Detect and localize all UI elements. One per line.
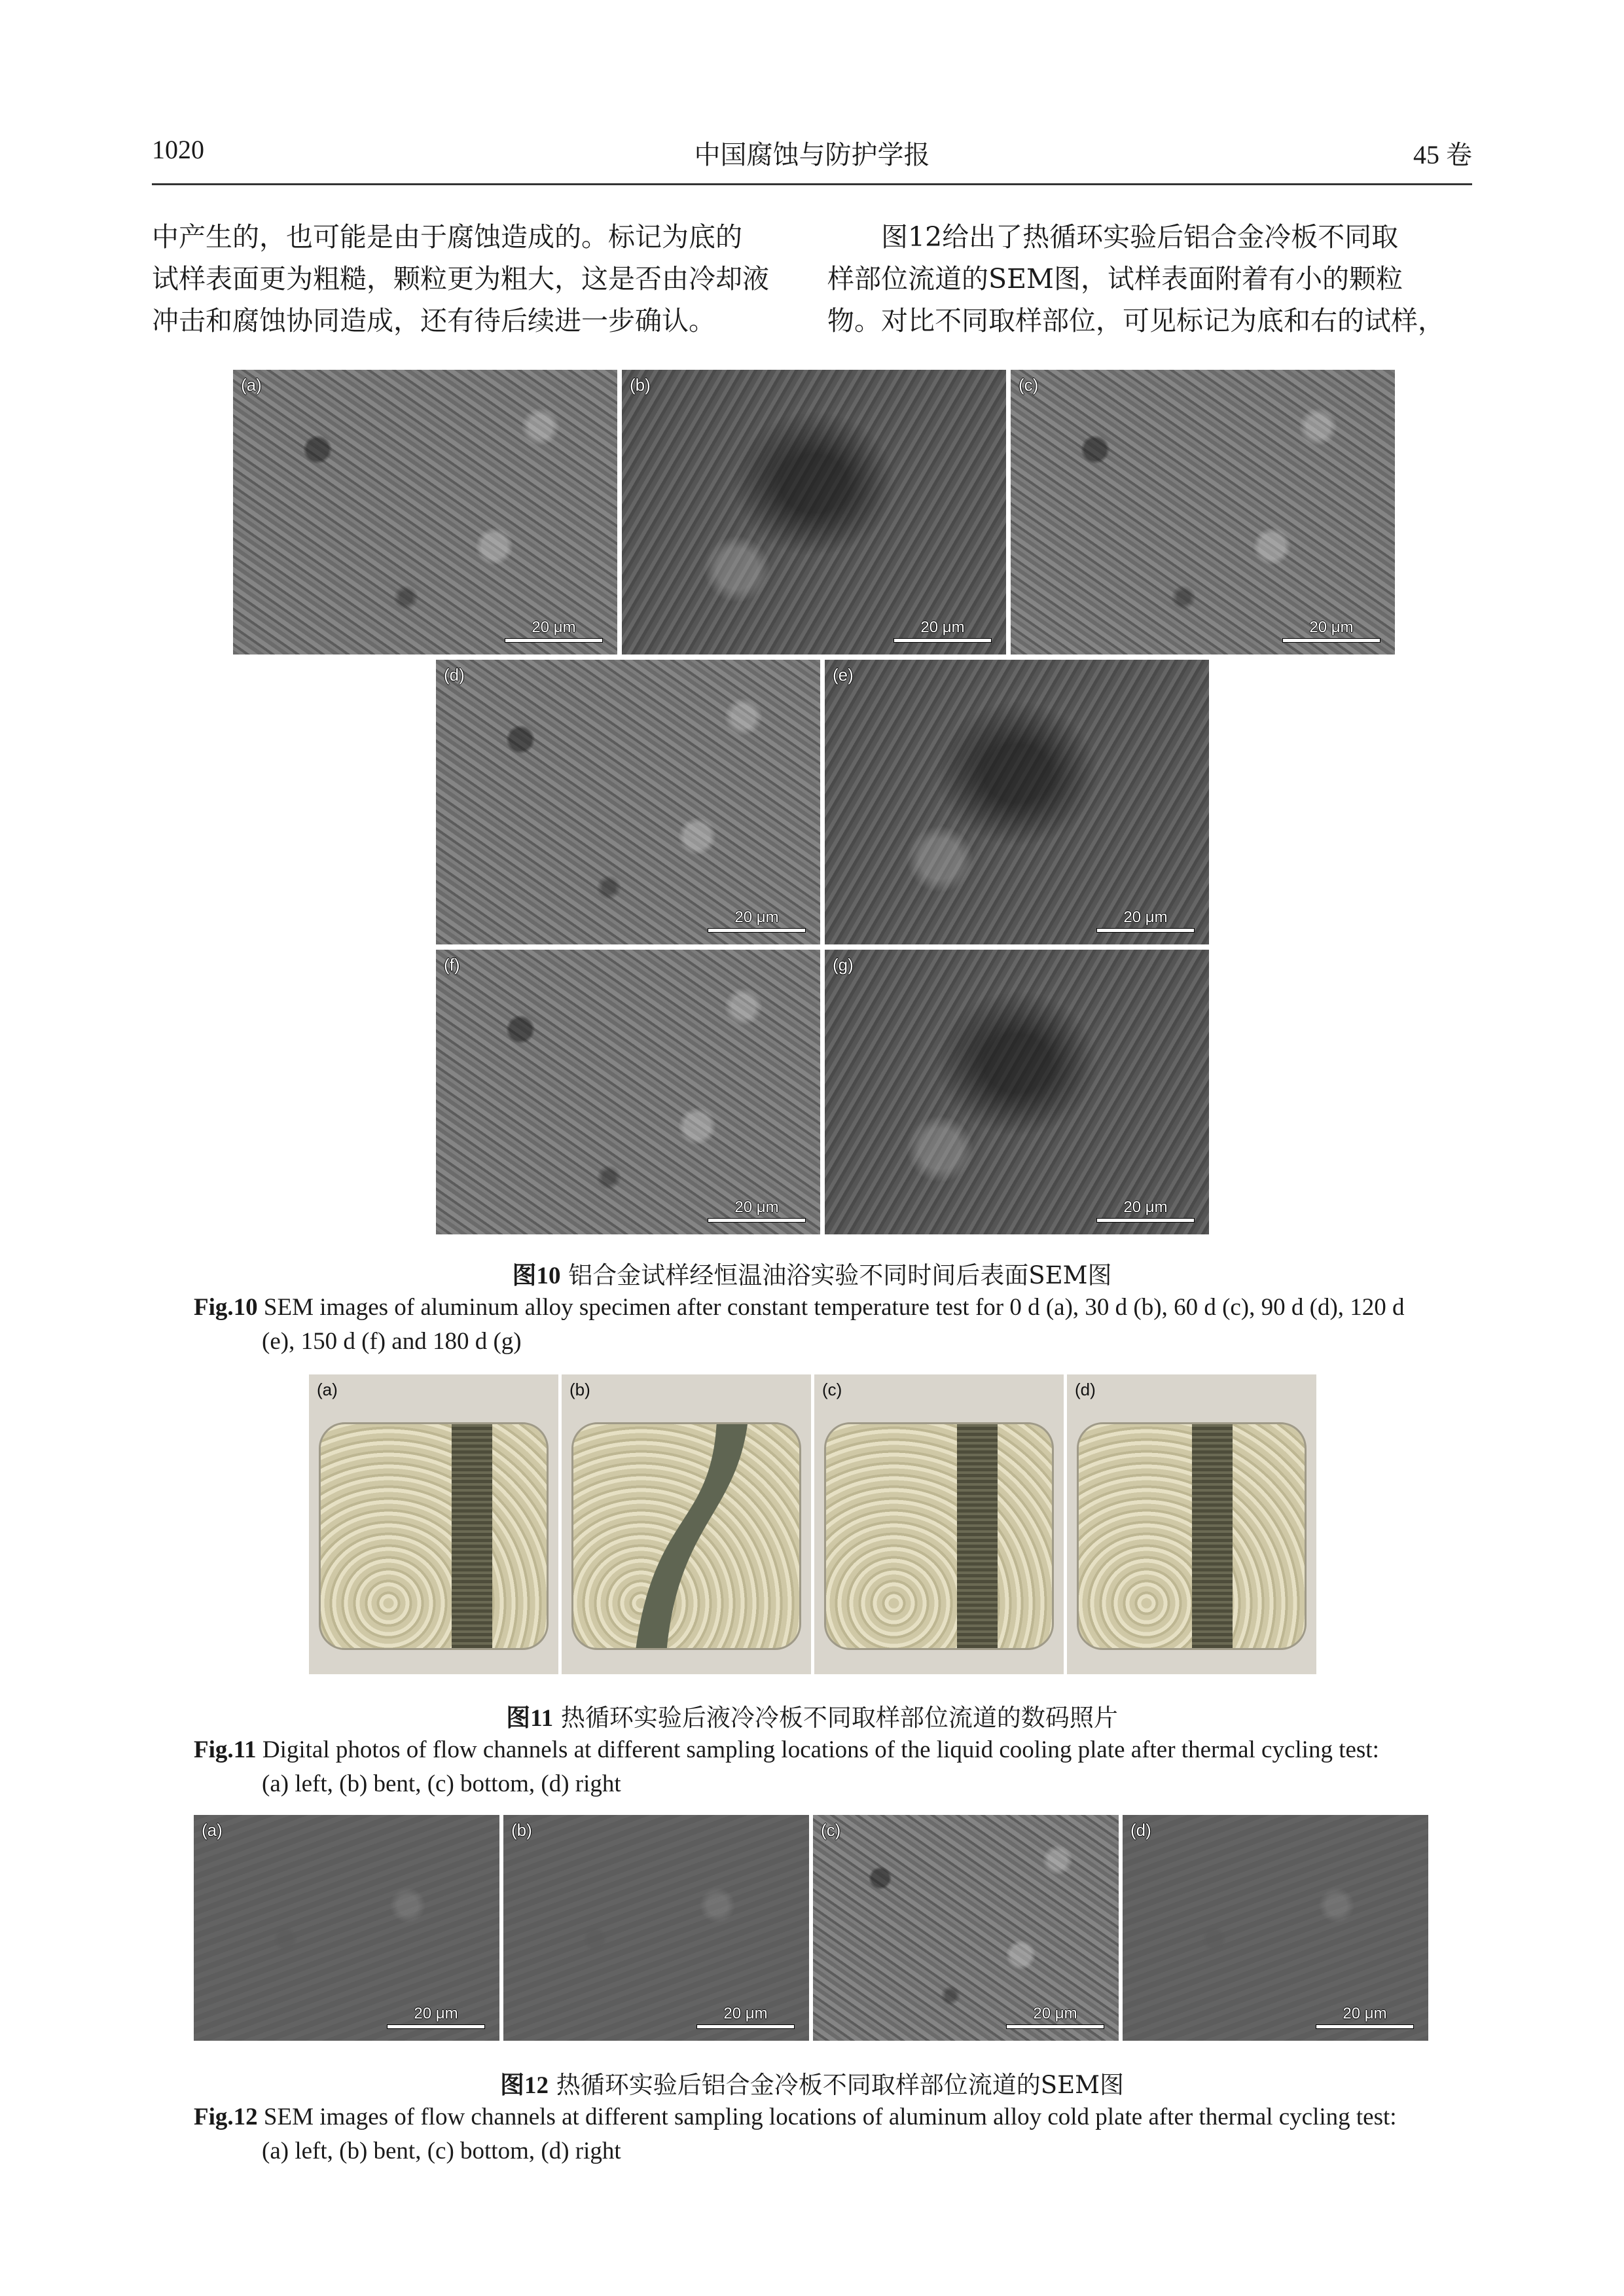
fig11-caption-en: Fig.11 Digital photos of flow channels at different sampling locations of the liquid cooling plate after thermal cycling test: (a) left, (b) bent, (c) bottom, (d) right <box>194 1736 1379 1797</box>
fig11-panel-d <box>1067 1374 1316 1674</box>
scale-bar: 20 μm <box>696 2005 795 2029</box>
body-line: 物。对比不同取样部位，可见标记为底和右的试样， <box>827 305 1445 336</box>
body-column-left <box>152 216 797 342</box>
body-line: 样部位流道的SEM图，试样表面附着有小的颗粒 <box>827 263 1403 295</box>
flow-channel <box>1192 1424 1233 1648</box>
fig10-panel-e <box>825 660 1209 944</box>
fig11-panel-c <box>814 1374 1064 1674</box>
panel-label: (a) <box>202 1820 223 1840</box>
journal-title: 中国腐蚀与防护学报 <box>694 140 930 170</box>
fig11-panel-a <box>309 1374 558 1674</box>
header-rule <box>152 183 1472 185</box>
fig11-caption-zh: 图11 热循环实验后液冷冷板不同取样部位流道的数码照片 <box>506 1704 1118 1732</box>
cold-plate-photo <box>571 1422 801 1650</box>
scale-bar: 20 μm <box>893 619 992 643</box>
scale-bar: 20 μm <box>708 908 806 933</box>
body-line: 冲击和腐蚀协同造成，还有待后续进一步确认。 <box>152 305 715 336</box>
panel-label: (d) <box>1130 1820 1151 1840</box>
body-column-right <box>827 216 1472 342</box>
panel-label: (b) <box>569 1380 590 1399</box>
body-line: 试样表面更为粗糙，颗粒更为粗大，这是否由冷却液 <box>152 263 769 295</box>
cold-plate-photo <box>1077 1422 1307 1650</box>
panel-label: (e) <box>833 665 854 685</box>
fig10-panel-c <box>1011 370 1395 655</box>
cold-plate-photo <box>824 1422 1054 1650</box>
fig12-panel-d <box>1123 1815 1428 2041</box>
panel-label: (b) <box>630 375 651 395</box>
flow-channel <box>630 1424 753 1648</box>
fig12-caption-zh: 图12 热循环实验后铝合金冷板不同取样部位流道的SEM图 <box>499 2071 1124 2099</box>
panel-label: (c) <box>822 1380 842 1399</box>
cold-plate-photo <box>319 1422 549 1650</box>
scale-bar: 20 μm <box>1006 2005 1104 2029</box>
fig11-panel-b <box>562 1374 811 1674</box>
fig10-caption-zh: 图10 铝合金试样经恒温油浴实验不同时间后表面SEM图 <box>512 1261 1112 1289</box>
flow-channel <box>452 1424 492 1648</box>
panel-label: (c) <box>1019 375 1039 395</box>
panel-label: (a) <box>317 1380 338 1399</box>
fig10-panel-d <box>436 660 820 944</box>
panel-label: (a) <box>241 375 262 395</box>
panel-label: (f) <box>444 955 460 975</box>
scale-bar: 20 μm <box>505 619 603 643</box>
scale-bar: 20 μm <box>1096 908 1195 933</box>
panel-label: (b) <box>511 1820 532 1840</box>
fig10-caption-en: Fig.10 SEM images of aluminum alloy specimen after constant temperature test for 0 d (a), 30 d (b), 60 d (c), 90 d (d), 120 d (e), 150 d (f) and 180 d (g) <box>194 1294 1405 1355</box>
scale-bar: 20 μm <box>708 1198 806 1223</box>
panel-label: (g) <box>833 955 854 975</box>
fig10-panel-g <box>825 950 1209 1234</box>
scale-bar: 20 μm <box>1316 2005 1414 2029</box>
panel-label: (c) <box>821 1820 841 1840</box>
page-number: 1020 <box>152 135 204 164</box>
volume-label: 45 卷 <box>1413 140 1472 170</box>
fig10-panel-f <box>436 950 820 1234</box>
fig10-panel-a <box>233 370 617 655</box>
fig10-panel-b <box>622 370 1006 655</box>
fig12-panel-c <box>813 1815 1119 2041</box>
body-line: 图12给出了热循环实验后铝合金冷板不同取 <box>881 221 1399 253</box>
fig12-caption-en: Fig.12 SEM images of flow channels at different sampling locations of aluminum alloy cold plate after thermal cycling test: (a) left, (b) bent, (c) bottom, (d) right <box>194 2104 1397 2164</box>
scale-bar: 20 μm <box>1096 1198 1195 1223</box>
panel-label: (d) <box>1075 1380 1096 1399</box>
scale-bar: 20 μm <box>1282 619 1380 643</box>
scale-bar: 20 μm <box>387 2005 485 2029</box>
body-line: 中产生的，也可能是由于腐蚀造成的。标记为底的 <box>152 221 742 253</box>
flow-channel <box>957 1424 998 1648</box>
fig12-panel-a <box>194 1815 499 2041</box>
panel-label: (d) <box>444 665 465 685</box>
fig12-panel-b <box>503 1815 809 2041</box>
